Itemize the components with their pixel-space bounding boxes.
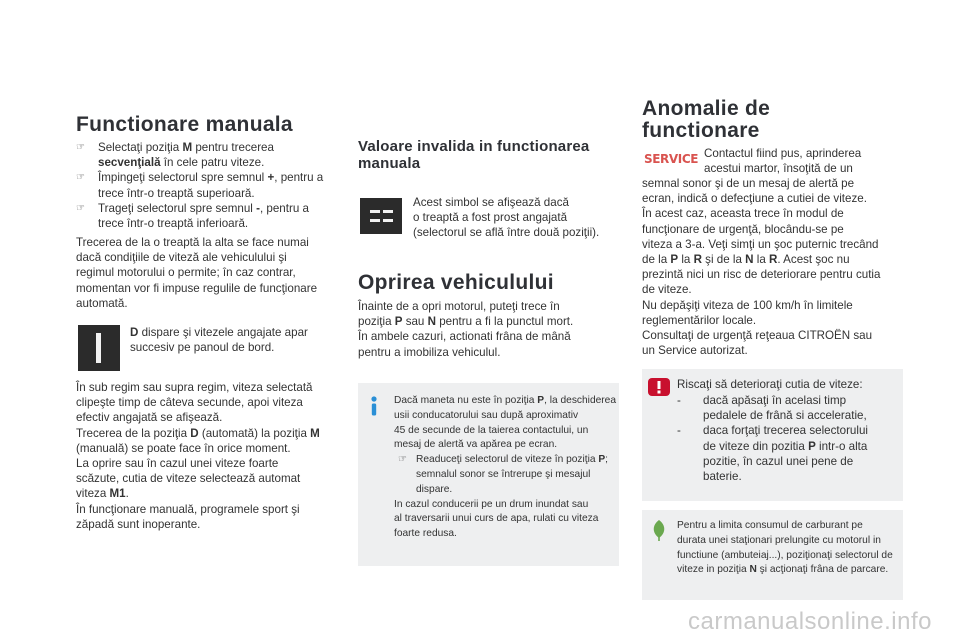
bullet-item: ☞ Readuceţi selectorul de viteze în poziţia P; semnalul sonor se întrerupe şi mesajul dispare. [398,454,608,495]
pointer-icon: ☞ [76,202,85,214]
watermark: carmanualsonline.info [688,608,932,635]
display-note: D dispare şi vitezele angajate apar succesiv pe panoul de bord. [130,326,308,355]
leaf-icon [650,519,668,546]
bullet-item: ☞ Trageţi selectorul spre semnul -, pentru a trece într-o treaptă inferioară. [76,201,309,231]
section-title-invalid: Valoare invalida in functionarea manuala [358,138,590,172]
warning-item: - daca forţaţi trecerea selectorului de viteze din pozitia P intr-o alta pozitie, în cazul unei pene de baterie. [677,424,868,484]
invalid-description: Acest simbol se afişează dacă o treaptă a fost prost angajată (selectorul se află între două poziţii). [413,196,600,240]
warning-box [642,369,903,501]
pointer-icon: ☞ [76,142,85,153]
eco-tip-text: Pentru a limita consumul de carburant pe durata unei staţionari prelungite cu motorul in functiune (ambuteiaj...), poziţionaţi selectorul de viteze in poziţia N şi acţionaţi frâna de parcare. [677,520,893,576]
anomaly-paragraph: semnal sonor şi de un mesaj de alertă pe ecran, indică o defecţiune a cutiei de viteze. În acest caz, aceasta trece în modul de funcţionare de urgenţă, blocându-se pe viteza a 3-a. Veţi simţi un şoc puternic trecând de la P la R şi de la N la R. Acest şoc nu prezintă nici un risc de deteriorare pentru cutia de viteze. Nu depăşiţi viteza de 100 km/h în limitele reglementărilor locale. Consultaţi de urgenţă reţeaua CITROËN sau un Service autorizat. [642,177,881,358]
manual-paragraph-2: În sub regim sau supra regim, viteza selectată clipeşte timp de câteva secunde, apoi viteza efectiv angajată se afişează. Trecerea de la poziţia D (automată) la poziţia M (manuală) se poate face în orice moment. La oprire sau în cazul unei viteze foarte scăzute, cutia de viteze selectează automat viteza M1. În funcţionare manuală, programele sport şi zăpadă sunt inoperante. [76,381,320,531]
bullet-item: ☞ Împingeţi selectorul spre semnul +, pentru a trece într-o treaptă superioară. [76,171,324,200]
warning-title: Riscaţi să deterioraţi cutia de viteze: [677,378,863,391]
eco-tip-box [642,510,903,600]
invalid-gear-icon [360,198,402,234]
manual-bullets [76,140,336,231]
warning-item: - dacă apăsaţi în acelasi timp pedalele de frână si acceleratie, [677,394,867,423]
pointer-icon: ☞ [76,172,85,184]
section-title-manual: Functionare manuala [76,113,293,136]
warning-icon [648,378,670,401]
info-text: Dacă maneta nu este în poziţia P, la deschiderea usii conducatorului sau după aproximativ 45 de secunde de la taierea contactului, un mesaj de alertă va apărea pe ecran. ☞ Readuceţi selectorul de viteze în poziţia P; semnalul sonor se întrerupe şi mesajul dispare. In cazul conducerii pe un drum inundat sau al traversarii unui curs de apa, rulati cu viteza foarte redusa. [394,395,617,540]
bullet-item: ☞ Selectaţi poziţia M pentru trecerea secvenţială în cele patru viteze. [76,141,274,170]
gear-digit-1 [96,333,101,363]
stop-paragraph: Înainte de a opri motorul, puteţi trece în poziţia P sau N pentru a fi la punctul mort. În ambele cazuri, actionati frâna de mână pentru a imobiliza vehiculul. [358,300,574,359]
manual-paragraph-1: Trecerea de la o treaptă la alta se face numai dacă condiţiile de viteză ale vehiculului şi regimul motorului o permite; în caz contrar, momentan vor fi impuse regulile de funcţionare automată. [76,236,318,310]
info-box [358,383,619,566]
gear-display-icon [78,325,120,371]
service-warning-icon: SERVICE [644,152,699,166]
warning-list [677,393,899,484]
section-title-anomaly: Anomalie de functionare [642,97,771,142]
section-title-stop: Oprirea vehiculului [358,271,554,294]
info-icon [366,395,382,422]
pointer-icon: ☞ [398,454,407,466]
anomaly-intro: Contactul fiind pus, aprinderea acestui martor, însoţită de un [704,147,862,176]
